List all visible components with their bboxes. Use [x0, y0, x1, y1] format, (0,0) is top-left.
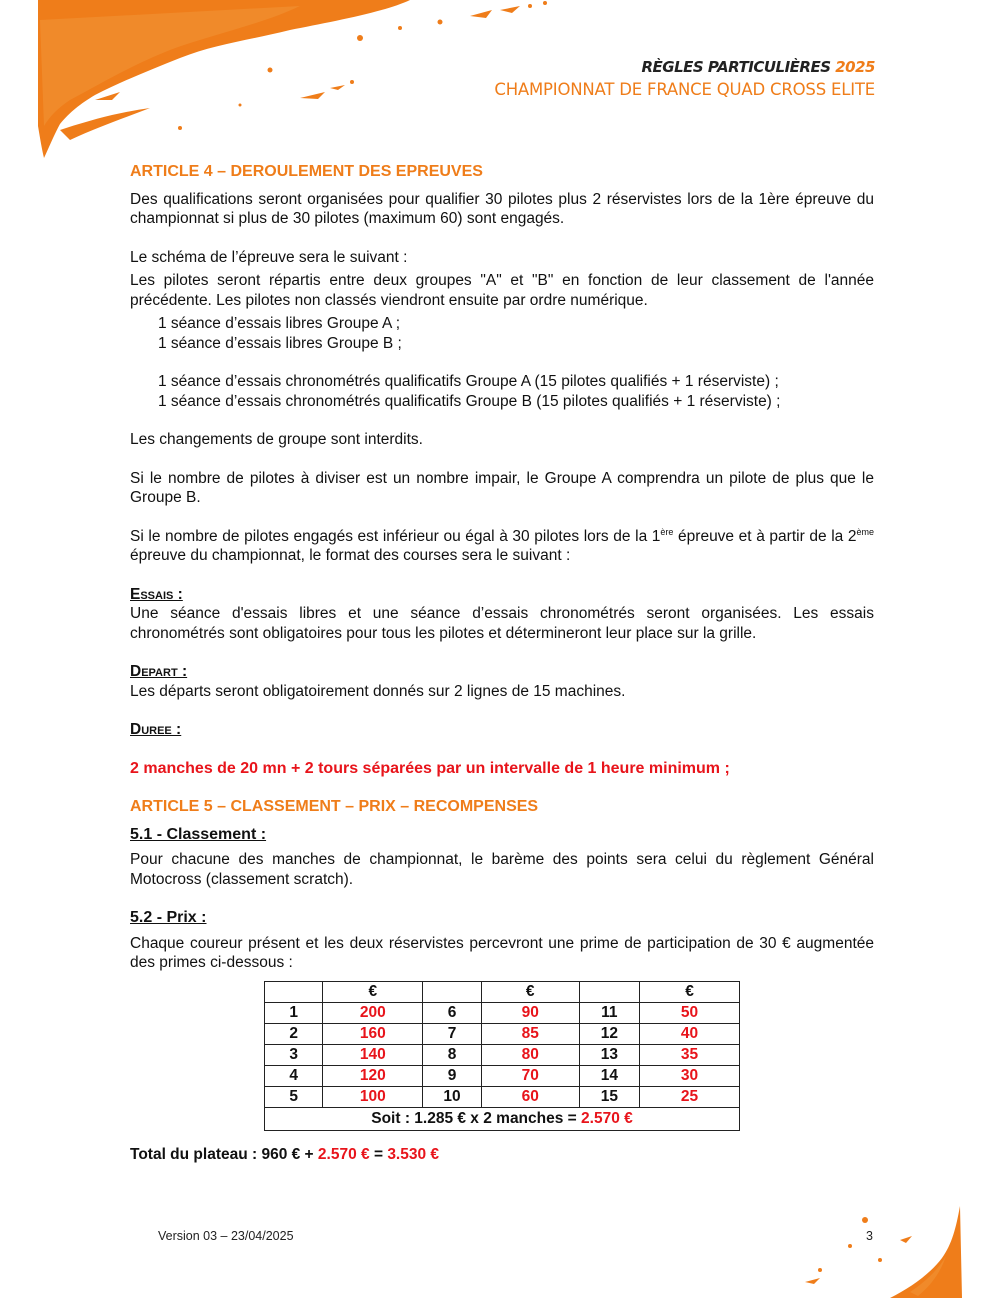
table-row: 3 140 8 80 13 35	[265, 1044, 740, 1065]
list-item: 1 séance d’essais chronométrés qualificatifs Groupe B (15 pilotes qualifiés + 1 réserviste) ;	[158, 392, 781, 410]
depart-text: Les départs seront obligatoirement donnés sur 2 lignes de 15 machines.	[130, 682, 626, 700]
footer-version: Version 03 – 23/04/2025	[158, 1229, 294, 1243]
section-5-2-title: 5.2 - Prix :	[130, 909, 207, 926]
brush-decoration-bottom	[790, 1200, 1005, 1300]
header-title-text: RÈGLES PARTICULIÈRES	[641, 58, 831, 76]
table-row: 4 120 9 70 14 30	[265, 1065, 740, 1086]
section-5-2-text: Chaque coureur présent et les deux réservistes percevront une prime de participation de 30 € augmentée des primes ci-dessous :	[130, 934, 874, 971]
list-item: 1 séance d’essais chronométrés qualificatifs Groupe A (15 pilotes qualifiés + 1 réserviste) ;	[158, 373, 779, 390]
duree-text: 2 manches de 20 mn + 2 tours séparées par un intervalle de 1 heure minimum ;	[130, 759, 730, 777]
essais-heading: Essais :	[130, 585, 183, 603]
brush-decoration-top	[0, 0, 560, 170]
article4-p2: Le schéma de l’épreuve sera le suivant :	[130, 248, 408, 266]
prize-table	[264, 981, 740, 1131]
section-5-1-text: Pour chacune des manches de championnat, le barème des points sera celui du règlement Général Motocross (classement scratch).	[130, 851, 874, 888]
article4-p6: Si le nombre de pilotes engagés est inférieur ou égal à 30 pilotes lors de la 1ère épreuve et à partir de la 2ème épreuve du championnat, le format des courses sera le suivant :	[130, 526, 874, 564]
header-year: 2025	[835, 58, 875, 76]
table-row: 2 160 7 85 12 40	[265, 1023, 740, 1044]
depart-heading: Depart :	[130, 663, 188, 680]
article4-p4: Les changements de groupe sont interdits.	[130, 431, 423, 448]
table-total-row: Soit : 1.285 € x 2 manches = 2.570 €	[265, 1107, 740, 1130]
list-item: 1 séance d’essais libres Groupe B ;	[158, 334, 402, 352]
article4-p3: Les pilotes seront répartis entre deux groupes "A" et "B" en fonction de leur classement de l'année précédente. Les pilotes non classés viendront ensuite par ordre numérique.	[130, 272, 874, 309]
table-header-row: € € €	[265, 981, 740, 1002]
essais-text: Une séance d'essais libres et une séance d’essais chronométrés seront organisées. Les essais chronométrés sont obligatoires pour tous les pilotes et détermineront leur place sur la grille.	[130, 605, 874, 642]
article4-title: ARTICLE 4 – DEROULEMENT DES EPREUVES	[130, 163, 483, 180]
page-number: 3	[866, 1229, 873, 1243]
section-5-1-title: 5.1 - Classement :	[130, 825, 267, 843]
total-plateau: Total du plateau : 960 € + 2.570 € = 3.530 €	[130, 1145, 440, 1163]
page-content	[130, 158, 874, 1164]
duree-heading: Duree :	[130, 721, 182, 738]
article5-title: ARTICLE 5 – CLASSEMENT – PRIX – RECOMPENSES	[130, 798, 539, 815]
list-item: 1 séance d’essais libres Groupe A ;	[158, 315, 401, 332]
article4-p5: Si le nombre de pilotes à diviser est un nombre impair, le Groupe A comprendra un pilote de plus que le Groupe B.	[130, 469, 874, 506]
article4-p1: Des qualifications seront organisées pour qualifier 30 pilotes plus 2 réservistes lors de la 1ère épreuve du championnat si plus de 30 pilotes (maximum 60) sont engagés.	[130, 190, 874, 227]
table-row: 1 200 6 90 11 50	[265, 1002, 740, 1023]
header-subtitle: CHAMPIONNAT DE FRANCE QUAD CROSS ELITE	[494, 80, 875, 99]
table-row: 5 100 10 60 15 25	[265, 1086, 740, 1107]
header-title	[641, 58, 875, 76]
